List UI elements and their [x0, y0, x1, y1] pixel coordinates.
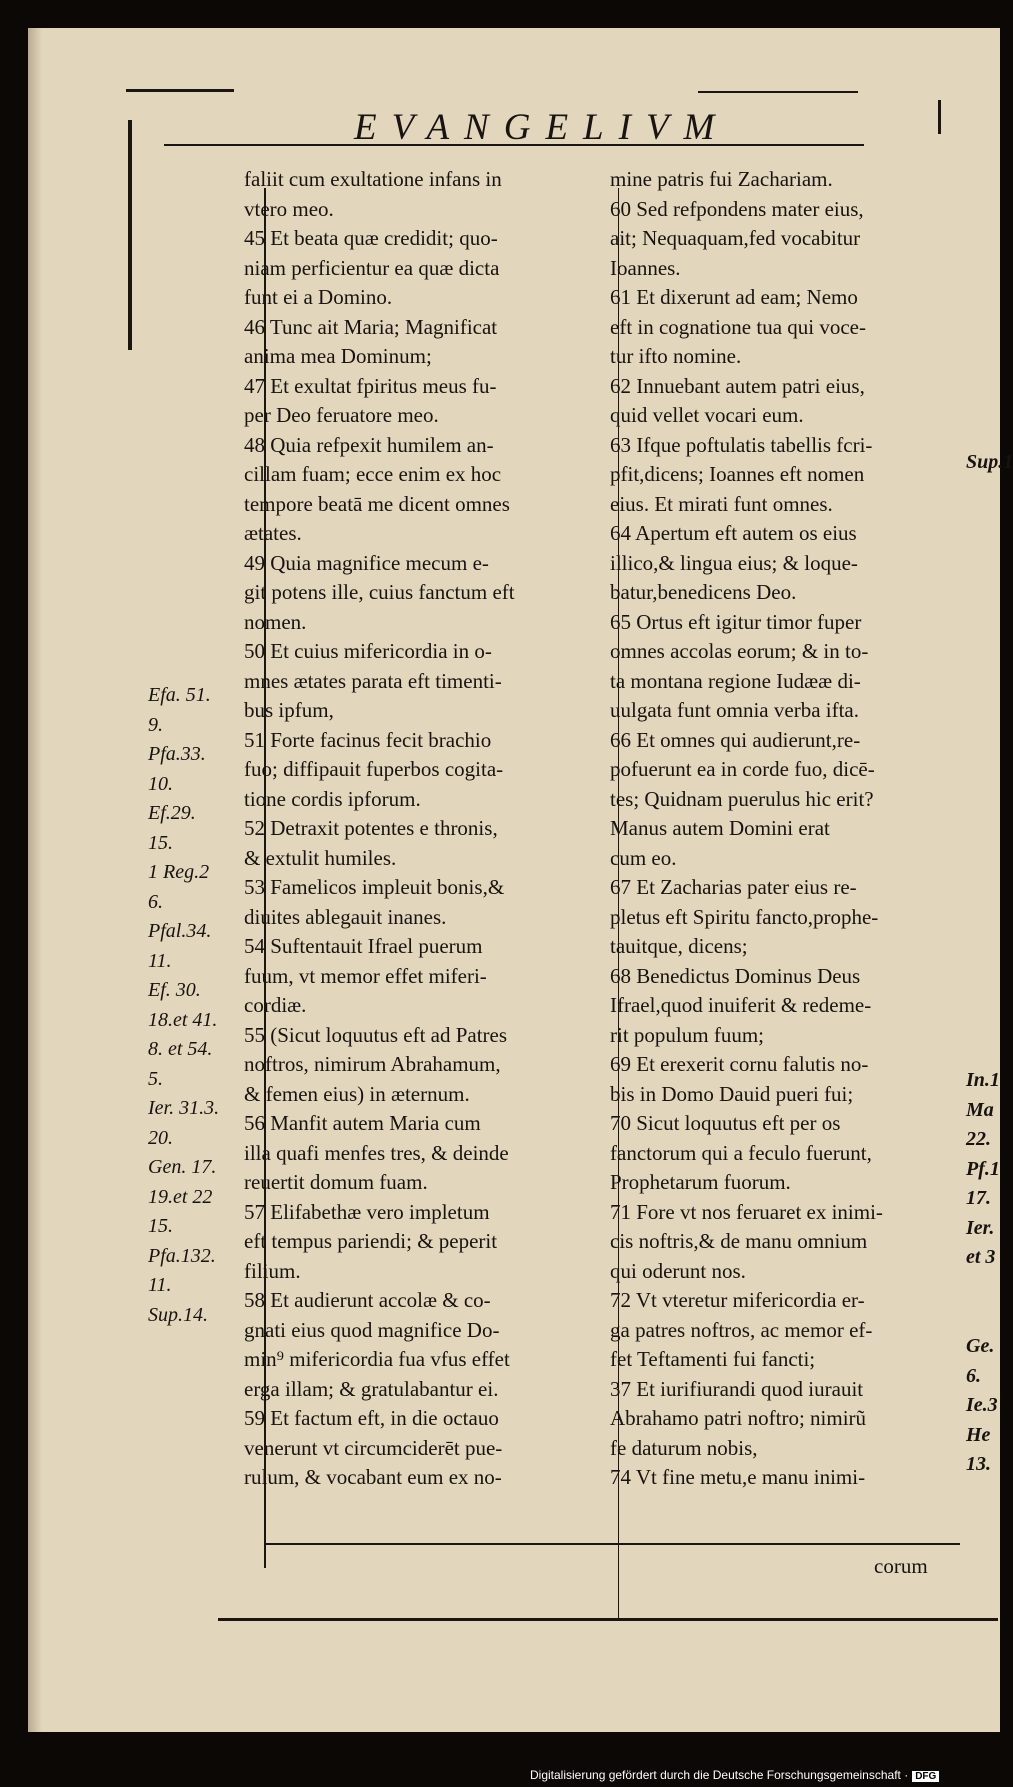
text-line: 69 Et erexerit cornu falutis no- [610, 1052, 869, 1076]
header-bar [938, 100, 941, 134]
text-line: 54 Suftentauit Ifrael puerum [244, 934, 483, 958]
text-line: tur ifto nomine. [610, 344, 742, 368]
text-line: erga illam; & gratulabantur ei. [244, 1376, 499, 1401]
bottom-rule [264, 1543, 960, 1545]
top-rule-left [126, 89, 234, 92]
text-line: 63 Ifque poftulatis tabellis fcri- [610, 432, 873, 457]
margin-note: Ge. [966, 1335, 995, 1357]
text-line: faliit cum exultatione infans in [244, 167, 502, 191]
text-line: 74 Vt fine metu,e manu inimi- [610, 1465, 866, 1489]
text-line: batur,benedicens Deo. [610, 580, 797, 604]
text-line: niam perficientur ea quæ dicta [244, 255, 500, 280]
text-line: 58 Et audierunt accolæ & co- [244, 1288, 491, 1312]
text-line: 56 Manfit autem Maria cum [244, 1111, 481, 1135]
text-line: Ioannes. [610, 255, 681, 280]
page-bottom-rule [218, 1618, 998, 1621]
text-line: reuertit domum fuam. [244, 1170, 428, 1194]
text-line: git potens ille, cuius fanctum eft [244, 580, 515, 604]
margin-bar [128, 120, 132, 350]
text-line: 37 Et iurifiurandi quod iurauit [610, 1376, 864, 1401]
text-line: pofuerunt ea in corde fuo, dicē- [610, 757, 875, 781]
text-line: fet Teftamenti fui fancti; [610, 1347, 816, 1371]
text-line: ga patres noftros, ac memor ef- [610, 1317, 873, 1342]
text-line: funt ei a Domino. [244, 285, 393, 309]
margin-note: Ier. [966, 1216, 995, 1239]
header-rule [164, 144, 864, 146]
text-line: omnes accolas eorum; & in to- [610, 639, 869, 663]
book-page [28, 28, 1013, 1732]
text-line: 50 Et cuius mifericordia in o- [244, 639, 492, 663]
text-line: per Deo feruatore meo. [244, 403, 439, 427]
margin-notes-right-2 [966, 1332, 1006, 1480]
text-line: 66 Et omnes qui audierunt,re- [610, 727, 861, 752]
text-column-right [610, 165, 970, 1493]
text-line: illa quafi menfes tres, & deinde [244, 1140, 509, 1165]
margin-note: Sup.1 [966, 451, 1013, 473]
margin-note: He [966, 1423, 991, 1446]
text-line: pfit,dicens; Ioannes eft nomen [610, 462, 865, 486]
margin-note: 8. et 54. [148, 1038, 213, 1060]
text-line: anima mea Dominum; [244, 344, 432, 368]
margin-note: 1 Reg.2 [148, 861, 210, 883]
text-line: ætates. [244, 521, 302, 545]
text-line: nomen. [244, 609, 307, 634]
margin-note: 18.et 41. [148, 1008, 218, 1031]
text-line: 52 Detraxit potentes e thronis, [244, 816, 498, 840]
dfg-logo: DFG [912, 1771, 939, 1782]
text-line: tauitque, dicens; [610, 934, 748, 958]
margin-note: 11. [148, 1274, 172, 1296]
text-column-left [244, 165, 604, 1493]
text-line: tempore beatā me dicent omnes [244, 491, 510, 516]
catchword: corum [874, 1554, 928, 1578]
text-line: 51 Forte facinus fecit brachio [244, 727, 492, 752]
margin-note: 15. [148, 1215, 173, 1237]
text-line: gnati eius quod magnifice Do- [244, 1317, 500, 1342]
margin-note: 6. [966, 1364, 981, 1387]
text-line: 53 Famelicos impleuit bonis,& [244, 875, 505, 899]
text-line: 64 Apertum eft autem os eius [610, 521, 857, 545]
text-line: uulgata funt omnia verba ifta. [610, 698, 859, 722]
text-line: 46 Tunc ait Maria; Magnificat [244, 314, 498, 339]
text-line: bis in Domo Dauid pueri fui; [610, 1081, 854, 1106]
text-line: eius. Et mirati funt omnes. [610, 491, 833, 516]
text-line: pletus eft Spiritu fancto,prophe- [610, 904, 879, 929]
margin-note: Ie.3 [966, 1394, 998, 1416]
margin-note-right-top [966, 448, 1013, 478]
margin-note: 11. [148, 949, 172, 972]
margin-note: Pfa.132. [148, 1244, 216, 1267]
text-line: 47 Et exultat fpiritus meus fu- [244, 373, 497, 398]
margin-note: In.1 [966, 1069, 1000, 1091]
text-line: ait; Nequaquam,fed vocabitur [610, 226, 861, 250]
text-line: diuites ablegauit inanes. [244, 904, 447, 929]
text-line: filium. [244, 1258, 301, 1283]
text-line: 65 Ortus eft igitur timor fuper [610, 609, 862, 634]
text-line: ta montana regione Iudææ di- [610, 668, 861, 693]
margin-note: 13. [966, 1453, 991, 1475]
text-line: 68 Benedictus Dominus Deus [610, 963, 861, 988]
text-line: & femen eius) in æternum. [244, 1081, 470, 1106]
text-line: rulum, & vocabant eum ex no- [244, 1465, 502, 1489]
page-title: EVANGELIVM [354, 107, 730, 148]
margin-notes-right-1 [966, 1066, 1006, 1273]
text-line: Abrahamo patri noftro; nimirũ [610, 1406, 867, 1430]
text-line: 45 Et beata quæ credidit; quo- [244, 226, 498, 250]
text-line: mnes ætates parata eft timenti- [244, 668, 502, 693]
margin-note: 9. [148, 713, 163, 736]
text-line: cordiæ. [244, 993, 307, 1017]
text-line: fuum, vt memor effet miferi- [244, 963, 487, 988]
margin-note: 22. [966, 1128, 991, 1150]
margin-notes-left [148, 681, 254, 1330]
margin-note: 17. [966, 1187, 991, 1209]
text-line: & extulit humiles. [244, 845, 397, 870]
text-line: vtero meo. [244, 196, 334, 221]
text-line: 61 Et dixerunt ad eam; Nemo [610, 285, 858, 309]
text-line: 70 Sicut loquutus eft per os [610, 1111, 841, 1135]
text-line: 48 Quia refpexit humilem an- [244, 432, 494, 457]
text-line: 57 Elifabethæ vero impletum [244, 1199, 490, 1224]
text-line: fanctorum qui a feculo fuerunt, [610, 1140, 872, 1165]
margin-note: Gen. 17. [148, 1156, 217, 1178]
text-line: fe daturum nobis, [610, 1435, 758, 1460]
text-line: 60 Sed refpondens mater eius, [610, 196, 864, 221]
text-line: quid vellet vocari eum. [610, 403, 804, 427]
text-line: 67 Et Zacharias pater eius re- [610, 875, 857, 899]
text-line: 55 (Sicut loquutus eft ad Patres [244, 1022, 508, 1047]
margin-note: Ma [966, 1098, 994, 1121]
text-line: cis noftris,& de manu omnium [610, 1229, 868, 1253]
running-head [154, 106, 864, 146]
text-line: tione cordis ipforum. [244, 786, 421, 811]
text-line: Manus autem Domini erat [610, 816, 830, 840]
text-line: 72 Vt vteretur mifericordia er- [610, 1288, 865, 1312]
text-line: 49 Quia magnifice mecum e- [244, 550, 489, 575]
margin-note: Pfa.33. [148, 743, 206, 765]
text-line: bus ipfum, [244, 698, 334, 722]
text-line: tes; Quidnam puerulus hic erit? [610, 786, 874, 811]
text-line: Ifrael,quod inuiferit & redeme- [610, 993, 872, 1017]
text-line: illico,& lingua eius; & loque- [610, 550, 858, 575]
margin-note: 19.et 22 [148, 1185, 213, 1208]
text-line: 62 Innuebant autem patri eius, [610, 373, 865, 398]
text-line: fuo; diffipauit fuperbos cogita- [244, 757, 504, 781]
margin-note: Ef.29. [148, 802, 196, 824]
margin-note: 15. [148, 831, 173, 854]
footer-text: Digitalisierung gefördert durch die Deutsche Forschungsgemeinschaft · [530, 1768, 909, 1782]
text-line: mine patris fui Zachariam. [610, 167, 833, 191]
margin-note: Pf.1 [966, 1157, 1000, 1180]
text-line: eft in cognatione tua qui voce- [610, 314, 866, 339]
text-line: rit populum fuum; [610, 1022, 764, 1047]
margin-note: et 3 [966, 1246, 996, 1268]
text-line: cillam fuam; ecce enim ex hoc [244, 462, 502, 486]
text-line: cum eo. [610, 845, 677, 870]
margin-note: 10. [148, 772, 173, 795]
text-line: qui oderunt nos. [610, 1258, 746, 1283]
margin-note: Sup.14. [148, 1303, 208, 1326]
text-line: eft tempus pariendi; & peperit [244, 1229, 498, 1253]
text-line: 71 Fore vt nos feruaret ex inimi- [610, 1199, 883, 1224]
margin-note: Ef. 30. [148, 979, 201, 1001]
margin-note: 5. [148, 1067, 163, 1090]
margin-note: 20. [148, 1126, 173, 1149]
margin-note: Pfal.34. [148, 920, 212, 942]
margin-note: 6. [148, 890, 163, 913]
text-line: venerunt vt circumciderēt pue- [244, 1435, 503, 1460]
top-rule-right [698, 91, 858, 93]
margin-note: Ier. 31.3. [148, 1097, 220, 1119]
text-line: 59 Et factum eft, in die octauo [244, 1406, 499, 1430]
text-line: Prophetarum fuorum. [610, 1170, 791, 1194]
text-line: min⁹ mifericordia fua vfus effet [244, 1347, 510, 1371]
margin-note: Efa. 51. [148, 684, 211, 706]
digitization-footer [530, 1768, 939, 1782]
text-line: noftros, nimirum Abrahamum, [244, 1052, 501, 1076]
